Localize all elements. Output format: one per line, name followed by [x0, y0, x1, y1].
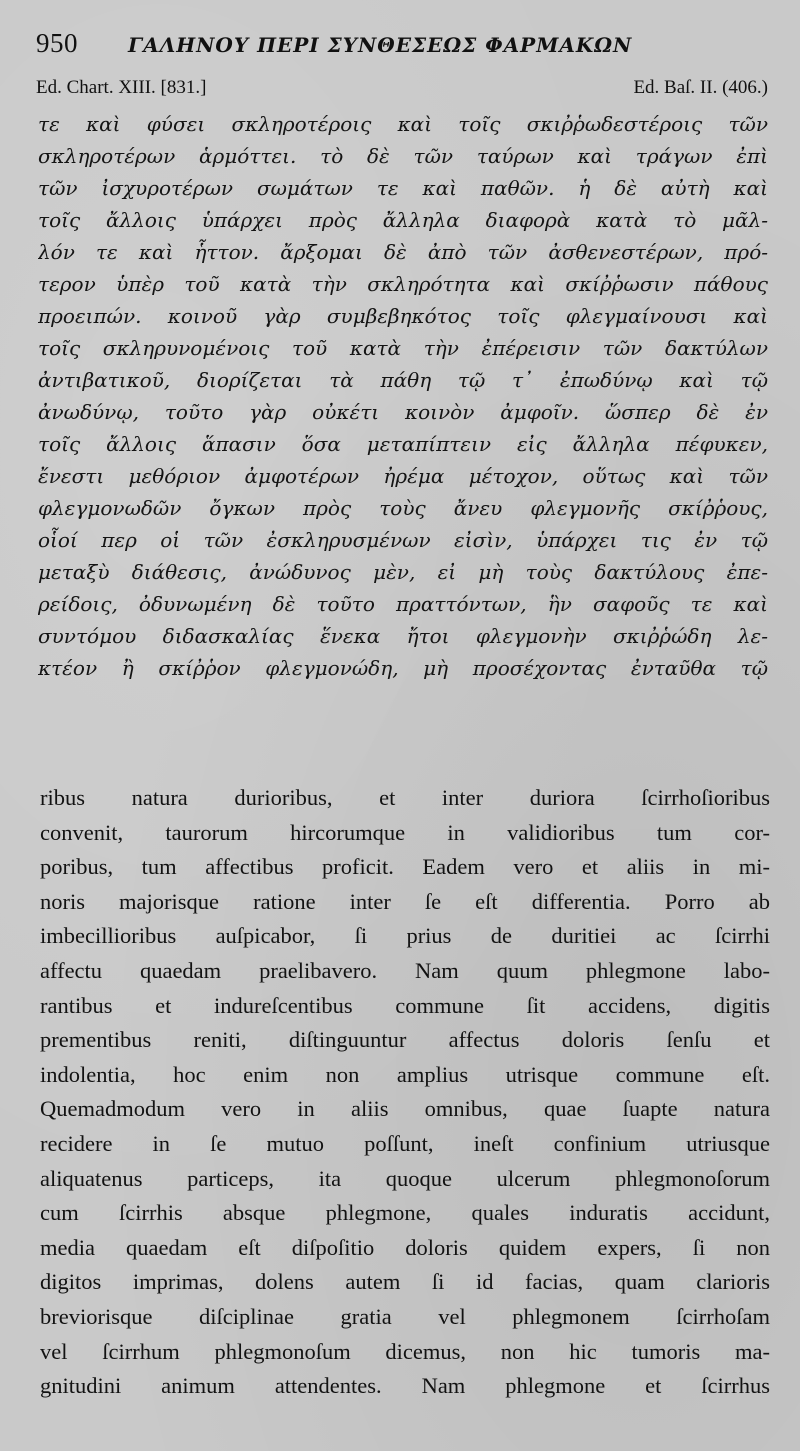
page-number: 950: [36, 28, 78, 58]
latin-text-line-text: prementibus reniti, diſtinguuntur affectus doloris ſenſu et: [40, 1027, 770, 1053]
latin-text-line: [40, 1092, 770, 1127]
greek-text-line-text: συντόμου διδασκαλίας ἕνεκα ἤτοι φλεγμονὴν σκιῤῥώδη λε-: [38, 624, 768, 648]
latin-text-line-text: media quaedam eſt diſpoſitio doloris quidem expers, ſi non: [40, 1234, 770, 1260]
greek-text-line: [38, 620, 768, 652]
greek-text-line-text: φλεγμονωδῶν ὄγκων πρὸς τοὺς ἄνευ φλεγμονῆς σκίῤῥους,: [38, 496, 768, 520]
greek-text-line: [38, 108, 768, 140]
latin-text-line-text: noris majorisque ratione inter ſe eſt differentia. Porro ab: [40, 888, 770, 914]
latin-text-line: [40, 989, 770, 1024]
greek-text-line: [38, 524, 768, 556]
greek-text-line: [38, 460, 768, 492]
greek-text-line: [38, 364, 768, 396]
latin-text-line-text: breviorisque diſciplinae gratia vel phlegmonem ſcirrhoſam: [40, 1303, 770, 1329]
greek-text-line: [38, 588, 768, 620]
greek-text-line: [38, 300, 768, 332]
greek-text-line-text: ἀντιβατικοῦ, διορίζεται τὰ πάθη τῷ τ᾽ ἐπωδύνῳ καὶ τῷ: [38, 368, 768, 392]
latin-text-block: [40, 781, 770, 1404]
greek-text-line: [38, 204, 768, 236]
latin-text-line: [40, 781, 770, 816]
greek-text-line: [38, 172, 768, 204]
latin-text-line: [40, 1127, 770, 1162]
greek-text-line: [38, 428, 768, 460]
greek-text-line-text: τοῖς ἄλλοις ἅπασιν ὅσα μεταπίπτειν εἰς ἄλληλα πέφυκεν,: [38, 432, 768, 456]
latin-text-line: [40, 919, 770, 954]
greek-text-line-text: τερον ὑπὲρ τοῦ κατὰ τὴν σκληρότητα καὶ σκίῤῥωσιν πάθους: [38, 272, 768, 296]
latin-text-line-text: gnitudini animum attendentes. Nam phlegmone et ſcirrhus: [40, 1373, 770, 1399]
greek-text-line-text: κτέον ἢ σκίῤῥον φλεγμονώδη, μὴ προσέχοντας ἐνταῦθα τῷ: [38, 656, 768, 680]
latin-text-line: [40, 816, 770, 851]
greek-text-line-text: τοῖς σκληρυνομένοις τοῦ κατὰ τὴν ἐπέρεισιν τῶν δακτύλων: [38, 336, 768, 360]
greek-text-line: [38, 652, 768, 684]
latin-text-line-text: Quemadmodum vero in aliis omnibus, quae ſuapte natura: [40, 1096, 770, 1122]
latin-text-line: [40, 1265, 770, 1300]
latin-text-line: [40, 1058, 770, 1093]
latin-text-line: [40, 1335, 770, 1370]
greek-text-line-text: ἀνωδύνῳ, τοῦτο γὰρ οὐκέτι κοινὸν ἀμφοῖν. ὥσπερ δὲ ἐν: [38, 400, 768, 424]
latin-text-line: [40, 1196, 770, 1231]
latin-text-line-text: recidere in ſe mutuo poſſunt, ineſt confinium utriusque: [40, 1130, 770, 1156]
greek-text-line-text: οἷοί περ οἱ τῶν ἐσκληρυσμένων εἰσὶν, ὑπάρχει τις ἐν τῷ: [38, 528, 768, 552]
latin-text-line: [40, 954, 770, 989]
greek-text-line: [38, 492, 768, 524]
page-header: [36, 28, 776, 62]
latin-text-line-text: convenit, taurorum hircorumque in validioribus tum cor-: [40, 819, 770, 845]
latin-text-line: [40, 850, 770, 885]
edition-chartier-reference: Ed. Chart. XIII. [831.]: [36, 77, 207, 98]
greek-text-block: [38, 108, 768, 684]
latin-text-line: [40, 1023, 770, 1058]
greek-text-line-text: λόν τε καὶ ἧττον. ἄρξομαι δὲ ἀπὸ τῶν ἀσθενεστέρων, πρό-: [38, 240, 768, 264]
latin-text-line: [40, 1300, 770, 1335]
latin-text-line-text: affectu quaedam praelibavero. Nam quum phlegmone labo-: [40, 957, 770, 983]
edition-basel-reference: Ed. Baſ. II. (406.): [633, 77, 768, 98]
latin-text-line-text: digitos imprimas, dolens autem ſi id facias, quam clarioris: [40, 1269, 770, 1295]
greek-text-line-text: τε καὶ φύσει σκληροτέροις καὶ τοῖς σκιῤῥωδεστέροις τῶν: [38, 112, 768, 136]
latin-text-line: [40, 1231, 770, 1266]
running-title: ΓΑΛΗΝΟΥ ΠΕΡΙ ΣΥΝΘΕΣΕΩΣ ΦΑΡΜΑΚΩΝ: [128, 33, 633, 57]
greek-text-line-text: τῶν ἰσχυροτέρων σωμάτων τε καὶ παθῶν. ἡ δὲ αὐτὴ καὶ: [38, 176, 768, 200]
greek-text-line: [38, 556, 768, 588]
greek-text-line: [38, 268, 768, 300]
greek-text-line: [38, 140, 768, 172]
greek-text-line-text: ρείδοις, ὀδυνωμένη δὲ τοῦτο πραττόντων, ἣν σαφοῦς τε καὶ: [38, 592, 768, 616]
edition-reference-line: [36, 77, 768, 103]
latin-text-line-text: indolentia, hoc enim non amplius utrisque commune eſt.: [40, 1061, 770, 1087]
latin-text-line-text: poribus, tum affectibus proficit. Eadem vero et aliis in mi-: [40, 854, 770, 880]
latin-text-line: [40, 1369, 770, 1404]
latin-text-line: [40, 1162, 770, 1197]
latin-text-line-text: rantibus et indureſcentibus commune ſit accidens, digitis: [40, 992, 770, 1018]
greek-text-line-text: τοῖς ἄλλοις ὑπάρχει πρὸς ἄλληλα διαφορὰ κατὰ τὸ μᾶλ-: [38, 208, 768, 232]
latin-text-line-text: cum ſcirrhis absque phlegmone, quales induratis accidunt,: [40, 1200, 770, 1226]
greek-text-line-text: προειπών. κοινοῦ γὰρ συμβεβηκότος τοῖς φλεγμαίνουσι καὶ: [38, 304, 768, 328]
latin-text-line-text: vel ſcirrhum phlegmonoſum dicemus, non hic tumoris ma-: [40, 1338, 770, 1364]
latin-text-line-text: imbecillioribus auſpicabor, ſi prius de duritiei ac ſcirrhi: [40, 923, 770, 949]
latin-text-line-text: aliquatenus particeps, ita quoque ulcerum phlegmonoſorum: [40, 1165, 770, 1191]
greek-text-line: [38, 396, 768, 428]
greek-text-line-text: ἔνεστι μεθόριον ἀμφοτέρων ἠρέμα μέτοχον, οὕτως καὶ τῶν: [38, 464, 768, 488]
greek-text-line-text: σκληροτέρων ἁρμόττει. τὸ δὲ τῶν ταύρων καὶ τράγων ἐπὶ: [38, 144, 768, 168]
greek-text-line-text: μεταξὺ διάθεσις, ἀνώδυνος μὲν, εἰ μὴ τοὺς δακτύλους ἐπε-: [38, 560, 768, 584]
latin-text-line-text: ribus natura durioribus, et inter duriora ſcirrhoſioribus: [40, 785, 770, 810]
greek-text-line: [38, 236, 768, 268]
latin-text-line: [40, 885, 770, 920]
greek-text-line: [38, 332, 768, 364]
